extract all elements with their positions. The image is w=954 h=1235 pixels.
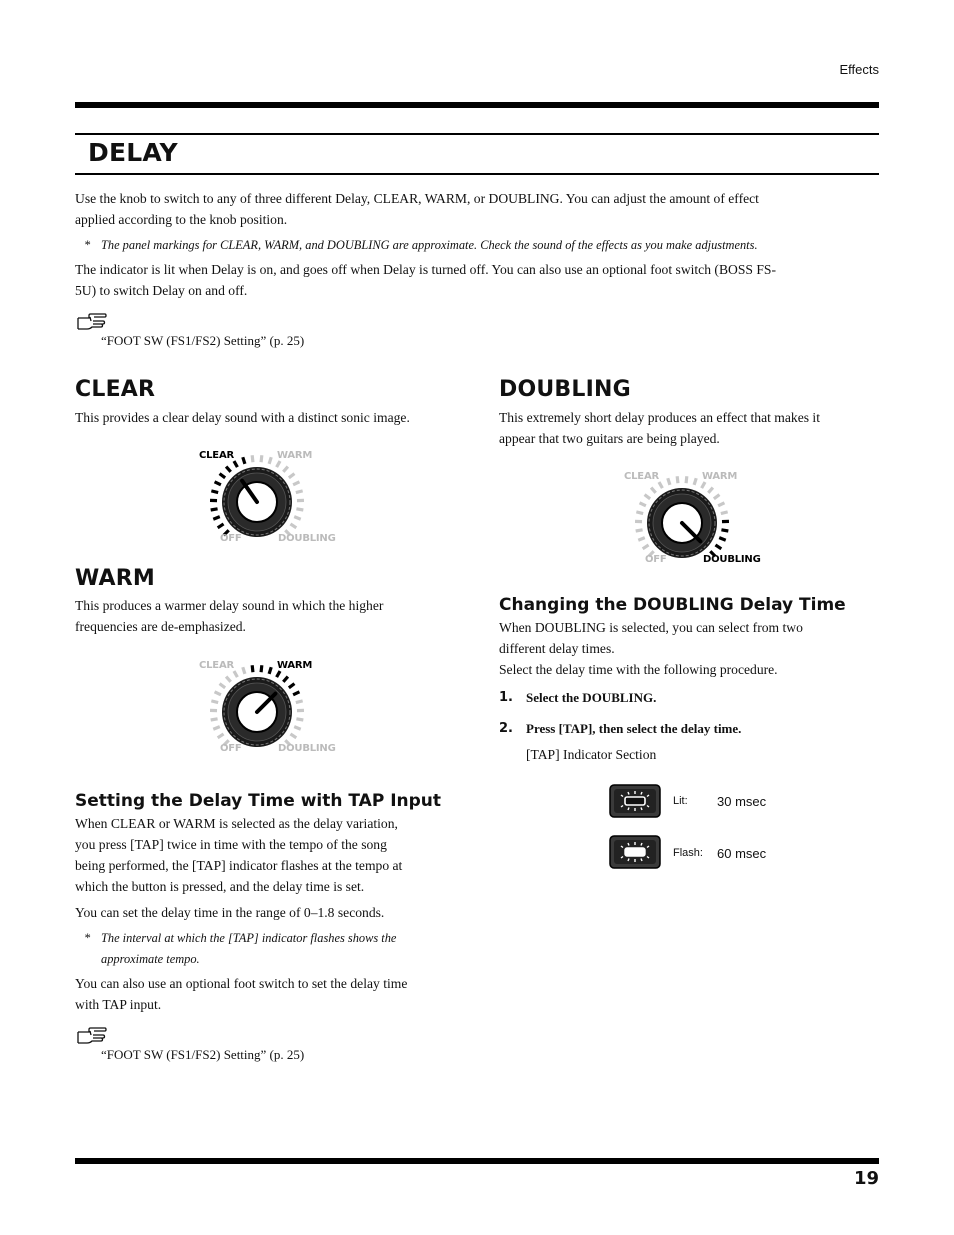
indicator-state-label: Flash: <box>673 847 703 859</box>
indicator-caption: [TAP] Indicator Section <box>526 747 657 762</box>
intro-note: The panel markings for CLEAR, WARM, and DOUBLING are approximate. Check the sound of the effects as you make adjustments. <box>101 238 758 252</box>
knob-label-warm: WARM <box>277 660 313 671</box>
intro-reference-link[interactable]: “FOOT SW (FS1/FS2) Setting” (p. 25) <box>101 333 305 348</box>
step-number: 1. <box>499 690 513 705</box>
tap-paragraph-1: When CLEAR or WARM is selected as the delay variation, you press [TAP] twice in time with the tempo of the song being performed, the [TAP] indicator flashes at the tempo at which the button is pressed, and the delay time is set. <box>75 816 403 894</box>
tap-reference-link[interactable]: “FOOT SW (FS1/FS2) Setting” (p. 25) <box>101 1047 305 1062</box>
knob-label-doubling: DOUBLING <box>278 533 336 544</box>
knob-label-clear: CLEAR <box>199 450 234 461</box>
note-asterisk: * <box>84 931 91 945</box>
knob-label-clear: CLEAR <box>199 660 234 671</box>
clear-heading: CLEAR <box>75 377 156 402</box>
indicator-state-label: Lit: <box>673 795 688 807</box>
knob-label-doubling: DOUBLING <box>703 554 761 565</box>
tap-heading: Setting the Delay Time with TAP Input <box>75 791 442 811</box>
warm-description: This produces a warmer delay sound in which the higher frequencies are de-emphasized. <box>75 598 384 634</box>
tap-paragraph-2: You can set the delay time in the range of 0–1.8 seconds. <box>75 905 385 920</box>
note-asterisk: * <box>84 238 91 252</box>
intro-paragraph-2: The indicator is lit when Delay is on, and goes off when Delay is turned off. You can also use an optional foot switch (BOSS FS- 5U) to switch Delay on and off. <box>75 262 776 298</box>
knob-label-warm: WARM <box>702 471 738 482</box>
page-title: DELAY <box>88 138 178 167</box>
changing-heading: Changing the DOUBLING Delay Time <box>499 595 846 615</box>
step-number: 2. <box>499 721 513 736</box>
tap-indicator-lit-icon <box>609 784 661 823</box>
title-bottom-rule <box>75 173 879 175</box>
step-text: Select the DOUBLING. <box>526 690 657 705</box>
footer-rule <box>75 1158 879 1164</box>
step-text: Press [TAP], then select the delay time. <box>526 721 742 736</box>
doubling-heading: DOUBLING <box>499 377 631 402</box>
tap-indicator-flash-icon <box>609 835 661 874</box>
tap-paragraph-3: You can also use an optional foot switch to set the delay time with TAP input. <box>75 976 408 1012</box>
page-number: 19 <box>853 1168 879 1189</box>
clear-description: This provides a clear delay sound with a distinct sonic image. <box>75 410 410 425</box>
changing-paragraph: When DOUBLING is selected, you can select from two different delay times. Select the delay time with the following procedure. <box>499 620 803 677</box>
knob-label-clear: CLEAR <box>624 471 659 482</box>
title-top-rule <box>75 133 879 135</box>
knob-label-off: OFF <box>645 554 667 565</box>
intro-paragraph-1: Use the knob to switch to any of three different Delay, CLEAR, WARM, or DOUBLING. You can adjust the amount of effect applied according to the knob position. <box>75 191 759 227</box>
tap-note: The interval at which the [TAP] indicator flashes shows the approximate tempo. <box>101 931 397 966</box>
header-rule <box>75 102 879 108</box>
doubling-description: This extremely short delay produces an effect that makes it appear that two guitars are being played. <box>499 410 820 446</box>
indicator-value: 60 msec <box>717 846 767 861</box>
knob-label-off: OFF <box>220 743 242 754</box>
knob-label-off: OFF <box>220 533 242 544</box>
running-header: Effects <box>839 62 879 77</box>
warm-heading: WARM <box>75 566 155 591</box>
indicator-value: 30 msec <box>717 794 767 809</box>
knob-label-warm: WARM <box>277 450 313 461</box>
knob-label-doubling: DOUBLING <box>278 743 336 754</box>
